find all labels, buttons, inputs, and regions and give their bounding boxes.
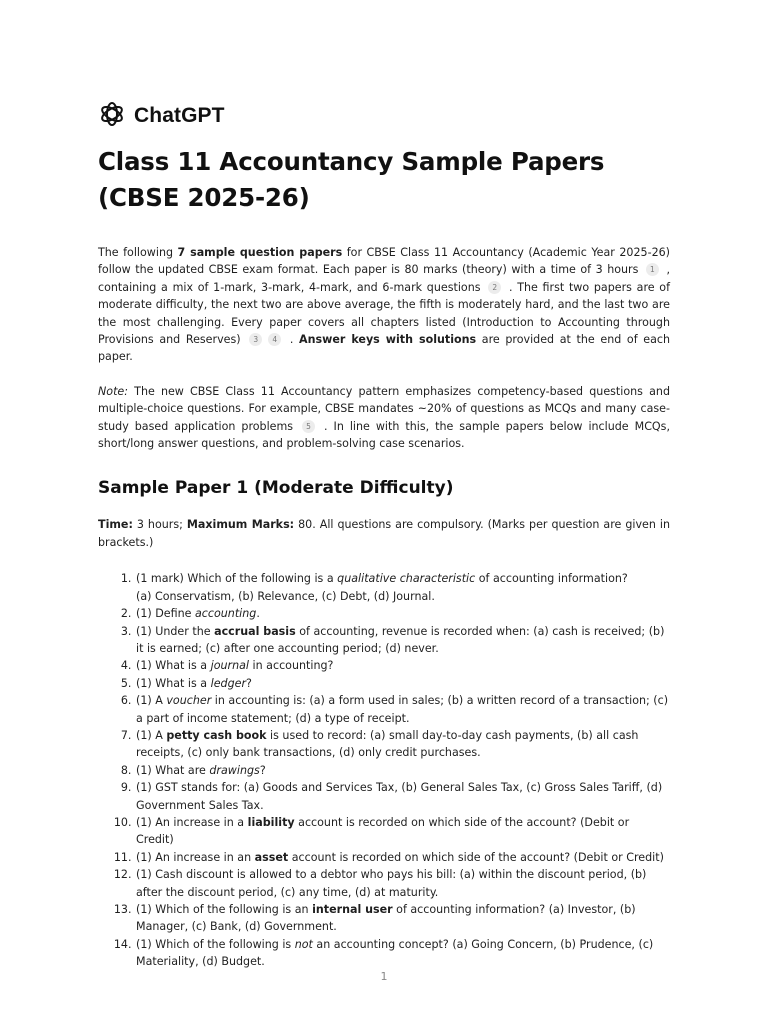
question-text: (1) What is a xyxy=(136,659,211,673)
question-text: (1) An increase in an xyxy=(136,850,255,864)
question-bold: accrual basis xyxy=(214,624,296,638)
note-text: . In line with this, the sample papers below include MCQs, short/long answer questions, and problem-solving case scenarios. xyxy=(98,419,670,451)
intro-bold-text: Answer keys with solutions xyxy=(299,333,477,347)
intro-text: , containing a mix of 1-mark, 3-mark, 4-mark, and 6-mark questions xyxy=(98,263,670,294)
question-text: account is recorded on which side of the account? (Debit or Credit) xyxy=(288,850,664,864)
note-text: The new CBSE Class 11 Accountancy pattern emphasizes competency-based questions and multiple-choice questions. For example, CBSE mandates ~20% of questions as MCQs and many case-study based application problems xyxy=(98,384,670,433)
question-text: account is recorded on which side of the account? (Debit or Credit) xyxy=(136,815,630,847)
question-text: of accounting information? (a) Investor, (b) Manager, (c) Bank, (d) Government. xyxy=(136,903,636,934)
question-text: (1) What are xyxy=(136,763,210,777)
question-item xyxy=(135,623,670,658)
question-item xyxy=(135,814,670,849)
question-item xyxy=(135,762,670,779)
question-item xyxy=(135,901,670,936)
question-item xyxy=(135,675,670,692)
time-label: Time: xyxy=(98,518,133,532)
marks-value: 80. All questions are compulsory. (Marks per question are given in brackets.) xyxy=(98,518,670,549)
brand-header xyxy=(98,100,225,132)
paper-meta xyxy=(98,516,670,551)
note-paragraph xyxy=(98,383,670,453)
document-body xyxy=(98,144,670,971)
time-value: 3 hours; xyxy=(132,518,187,532)
question-options: (a) Conservatism, (b) Relevance, (c) Debt, (d) Journal. xyxy=(136,589,435,603)
openai-logo-icon xyxy=(98,100,126,132)
section-heading: Sample Paper 1 (Moderate Difficulty) xyxy=(98,478,454,499)
question-text: . xyxy=(256,607,260,621)
question-text: (1) A xyxy=(136,694,167,708)
note-label: Note: xyxy=(98,384,128,398)
openai-logo-icon-graphic xyxy=(98,100,126,128)
intro-text: The following xyxy=(98,246,178,259)
intro-paragraph xyxy=(98,244,670,366)
question-text: (1) Define xyxy=(136,607,195,621)
question-text: (1) Cash discount is allowed to a debtor who pays his bill: (a) within the discount period, (b) after the discount period, (c) any time, (d) at maturity. xyxy=(136,868,647,899)
citation-badge[interactable]: 2 xyxy=(488,281,501,294)
question-bold: liability xyxy=(247,815,295,829)
question-item xyxy=(135,727,670,762)
question-item xyxy=(135,570,670,605)
question-text: is used to record: (a) small day-to-day cash payments, (b) all cash receipts, (c) only bank transactions, (d) only credit purchases. xyxy=(136,728,639,760)
citation-badge[interactable]: 4 xyxy=(268,333,281,346)
question-text: (1) GST stands for: (a) Goods and Services Tax, (b) General Sales Tax, (c) Gross Sales Tariff, (d) Government Sales Tax. xyxy=(136,781,663,812)
intro-bold-text: 7 sample question papers xyxy=(177,246,343,259)
question-item xyxy=(135,657,670,674)
question-italic: accounting xyxy=(194,607,257,621)
question-text: in accounting is: (a) a form used in sales; (b) a written record of a transaction; (c) a part of income statement; (d) a type of receipt. xyxy=(136,694,669,725)
page-number: 1 xyxy=(380,970,388,983)
question-italic: voucher xyxy=(166,694,212,708)
intro-text: . The first two papers are of moderate difficulty, the next two are above average, the fifth is moderately hard, and the last two are the most challenging. Every paper covers all chapters listed (Introduction to Accounting through Provisions and Reserves) xyxy=(98,280,670,347)
question-text: (1) Which of the following is xyxy=(136,937,295,951)
question-bold: internal user xyxy=(312,903,393,916)
question-text: (1) Which of the following is an xyxy=(136,903,313,916)
question-text: (1) What is a xyxy=(136,676,211,690)
question-italic: journal xyxy=(210,659,250,673)
question-text: (1) A xyxy=(136,728,167,742)
intro-text: . xyxy=(284,333,300,347)
question-item xyxy=(135,692,670,727)
question-text: (1) Under the xyxy=(136,624,215,638)
question-italic: drawings xyxy=(209,763,260,777)
question-text: of accounting, revenue is recorded when: (a) cash is received; (b) it is earned; (c) after one accounting period; (d) never. xyxy=(136,624,665,655)
question-text: an accounting concept? (a) Going Concern, (b) Prudence, (c) Materiality, (d) Budget. xyxy=(136,937,654,969)
question-item xyxy=(135,605,670,622)
question-italic: qualitative characteristic xyxy=(337,572,476,586)
marks-label: Maximum Marks: xyxy=(186,518,295,532)
question-list xyxy=(98,570,670,970)
citation-badge[interactable]: 5 xyxy=(302,420,315,433)
citation-badge[interactable]: 1 xyxy=(646,263,659,276)
question-text: (1) An increase in a xyxy=(136,815,248,829)
question-text: ? xyxy=(246,676,252,690)
question-italic: ledger xyxy=(210,676,247,690)
intro-text: for CBSE Class 11 Accountancy (Academic Year 2025-26) follow the updated CBSE exam format. Each paper is 80 marks (theory) with a time of 3 hours xyxy=(98,246,671,277)
brand-name: ChatGPT xyxy=(134,104,225,127)
question-item xyxy=(135,866,670,901)
question-bold: petty cash book xyxy=(166,728,267,742)
citation-badge[interactable]: 3 xyxy=(249,333,262,346)
intro-text: are provided at the end of each paper. xyxy=(98,333,671,364)
question-text: ? xyxy=(259,763,266,777)
question-italic: not xyxy=(294,937,313,951)
question-bold: asset xyxy=(254,850,289,864)
document-title: Class 11 Accountancy Sample Papers (CBSE 2025-26) xyxy=(98,147,605,212)
question-text: of accounting information? xyxy=(475,572,628,586)
question-text: in accounting? xyxy=(249,659,334,673)
question-item xyxy=(135,849,670,866)
question-item xyxy=(135,779,670,814)
question-item xyxy=(135,936,670,971)
question-text: (1 mark) Which of the following is a xyxy=(136,572,338,586)
